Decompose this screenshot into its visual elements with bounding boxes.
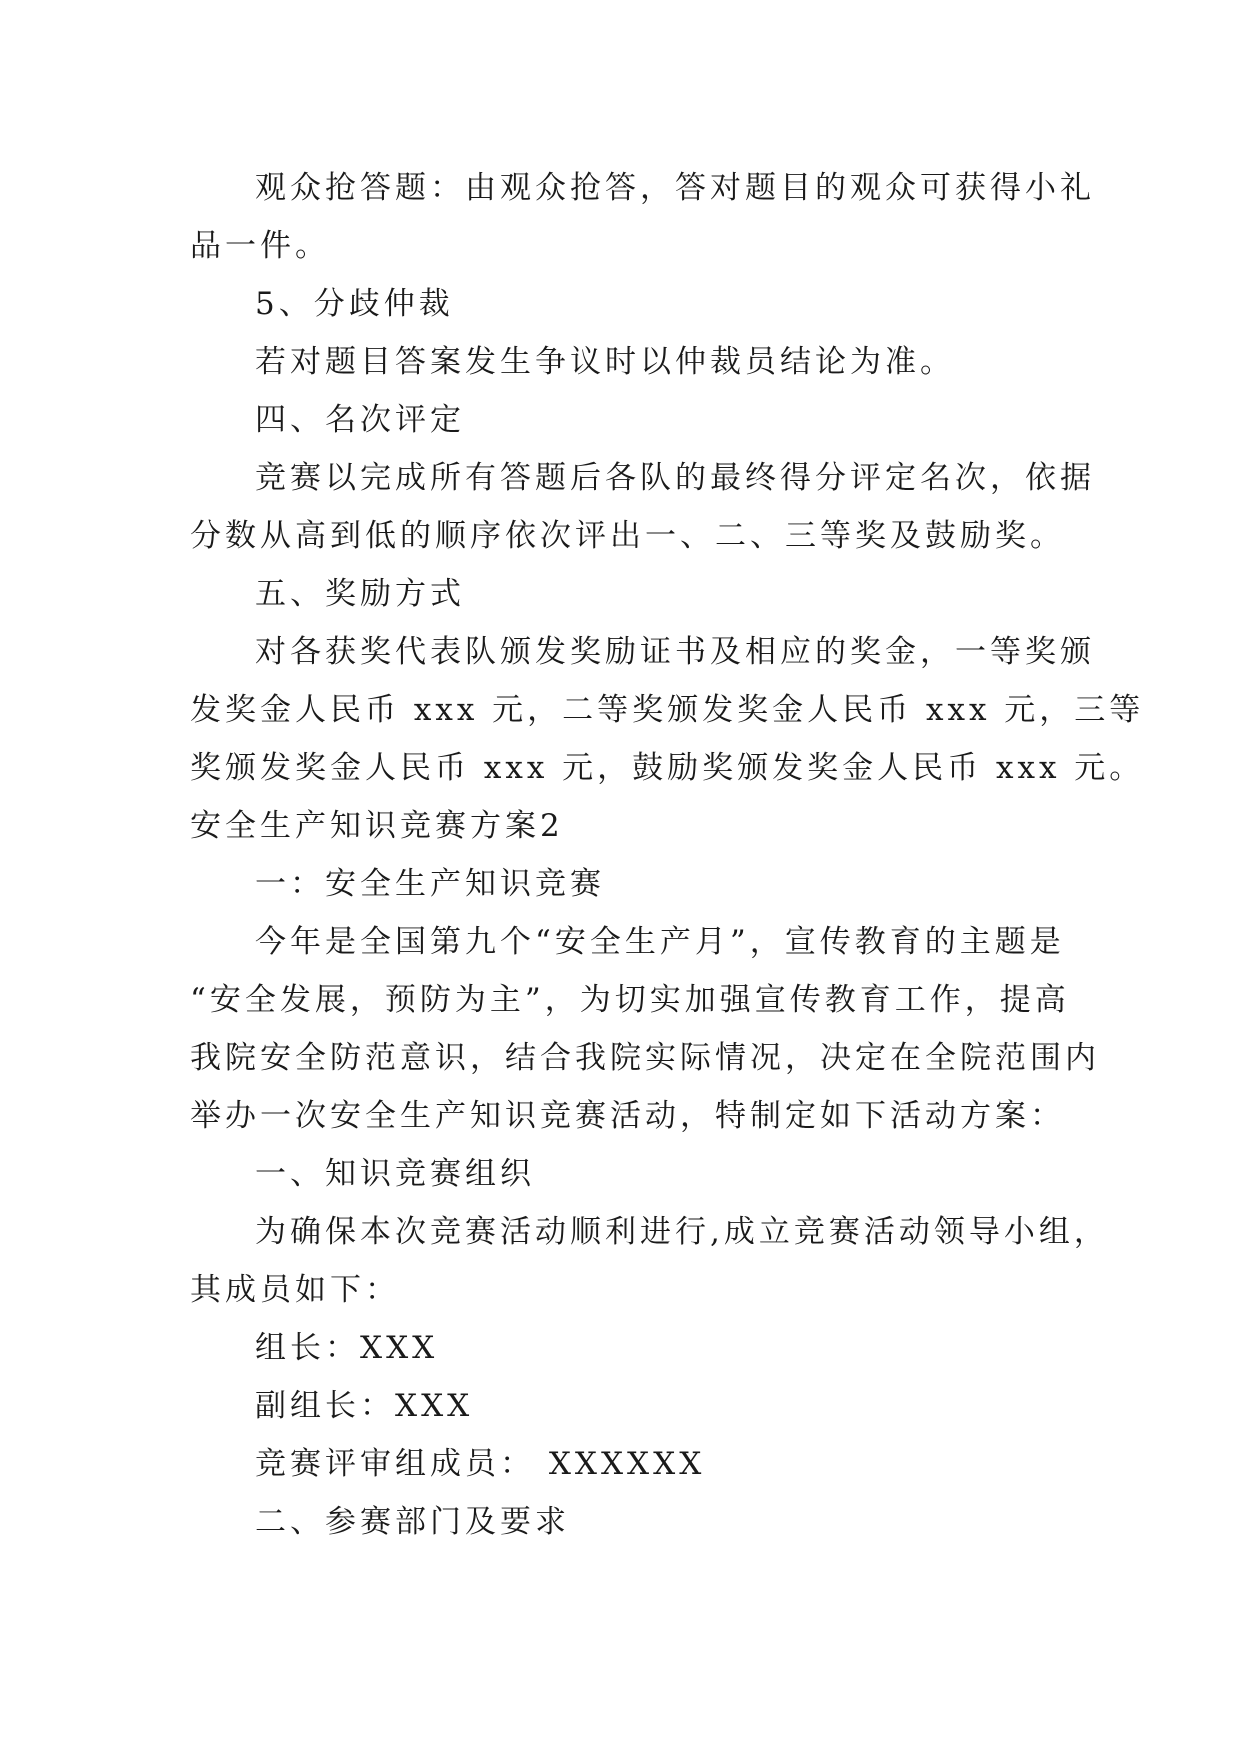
section-heading: 二、参赛部门及要求 — [255, 1504, 570, 1540]
member-line: 竞赛评审组成员： XXXXXX — [255, 1446, 706, 1482]
paragraph-line: 对各获奖代表队颁发奖励证书及相应的奖金，一等奖颁 — [255, 634, 1095, 670]
paragraph-line: 今年是全国第九个“安全生产月”，宣传教育的主题是 — [255, 924, 1065, 960]
section-heading: 四、名次评定 — [255, 402, 465, 438]
paragraph-line: 我院安全防范意识，结合我院实际情况，决定在全院范围内 — [190, 1040, 1100, 1076]
paragraph-line: 品一件。 — [190, 228, 330, 264]
paragraph-line: 其成员如下： — [190, 1272, 400, 1308]
section-heading: 5、分歧仲裁 — [255, 286, 454, 322]
paragraph-line: 举办一次安全生产知识竞赛活动，特制定如下活动方案： — [190, 1098, 1065, 1134]
paragraph-line: “安全发展，预防为主”，为切实加强宣传教育工作，提高 — [190, 982, 1070, 1018]
paragraph-line: 为确保本次竞赛活动顺利进行,成立竞赛活动领导小组， — [255, 1214, 1109, 1250]
paragraph-line: 分数从高到低的顺序依次评出一、二、三等奖及鼓励奖。 — [190, 518, 1065, 554]
section-heading: 五、奖励方式 — [255, 576, 465, 612]
section-heading: 一、知识竞赛组织 — [255, 1156, 535, 1192]
member-line: 组长：XXX — [255, 1330, 439, 1366]
paragraph-line: 观众抢答题：由观众抢答，答对题目的观众可获得小礼 — [255, 170, 1095, 206]
member-line: 副组长：XXX — [255, 1388, 474, 1424]
paragraph-line: 若对题目答案发生争议时以仲裁员结论为准。 — [255, 344, 955, 380]
document-title: 安全生产知识竞赛方案2 — [190, 808, 564, 844]
paragraph-line: 发奖金人民币 xxx 元，二等奖颁发奖金人民币 xxx 元，三等 — [190, 692, 1145, 728]
section-heading: 一：安全生产知识竞赛 — [255, 866, 605, 902]
paragraph-line: 奖颁发奖金人民币 xxx 元，鼓励奖颁发奖金人民币 xxx 元。 — [190, 750, 1145, 786]
paragraph-line: 竞赛以完成所有答题后各队的最终得分评定名次，依据 — [255, 460, 1095, 496]
